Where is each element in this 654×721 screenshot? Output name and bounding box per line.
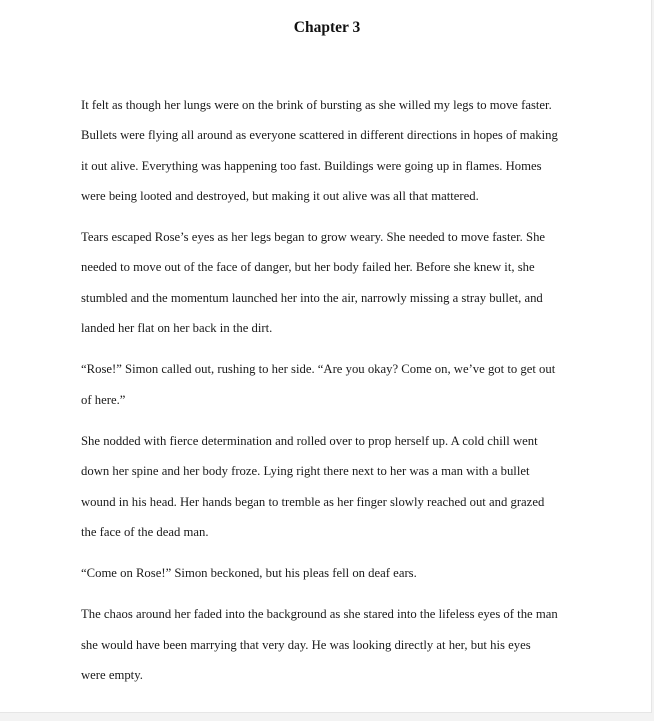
text-line: Tears escaped Rose’s eyes as her legs began to grow weary. She needed to move faster. She: [81, 230, 546, 245]
text-line: were being looted and destroyed, but making it out alive was all that mattered.: [81, 188, 479, 203]
paragraph-4: [81, 426, 581, 547]
text-line: were empty.: [81, 668, 143, 683]
text-line: It felt as though her lungs were on the brink of bursting as she willed my legs to move faster.: [81, 98, 552, 112]
text-line: landed her flat on her back in the dirt.: [81, 321, 273, 336]
paragraph-5: [81, 558, 581, 588]
text-line: The chaos around her faded into the background as she stared into the lifeless eyes of the man: [81, 607, 558, 622]
text-line: “Come on Rose!” Simon beckoned, but his pleas fell on deaf ears.: [81, 566, 417, 581]
text-line: She nodded with fierce determination and rolled over to prop herself up. A cold chill went: [81, 433, 538, 448]
paragraph-6: [81, 599, 581, 690]
text-line: Bullets were flying all around as everyone scattered in different directions in hopes of making: [81, 128, 558, 143]
text-line: needed to move out of the face of danger, but her body failed her. Before she knew it, she: [81, 260, 535, 275]
text-line: she would have been marrying that very day. He was looking directly at her, but his eyes: [81, 637, 531, 652]
text-line: the face of the dead man.: [81, 524, 209, 539]
paragraph-2: [81, 222, 581, 343]
text-line: stumbled and the momentum launched her into the air, narrowly missing a stray bullet, and: [81, 290, 543, 305]
paragraph-1: [81, 90, 581, 211]
text-line: “Rose!” Simon called out, rushing to her side. “Are you okay? Come on, we’ve got to get out: [81, 362, 556, 377]
text-line: it out alive. Everything was happening too fast. Buildings were going up in flames. Homes: [81, 158, 542, 173]
paragraph-3: [81, 354, 581, 415]
text-line: down her spine and her body froze. Lying right there next to her was a man with a bullet: [81, 464, 530, 479]
text-line: of here.”: [81, 392, 126, 407]
chapter-title: Chapter 3: [293, 19, 361, 36]
chapter-body: [81, 90, 581, 701]
text-line: wound in his head. Her hands began to tremble as her finger slowly reached out and grazed: [81, 494, 545, 509]
